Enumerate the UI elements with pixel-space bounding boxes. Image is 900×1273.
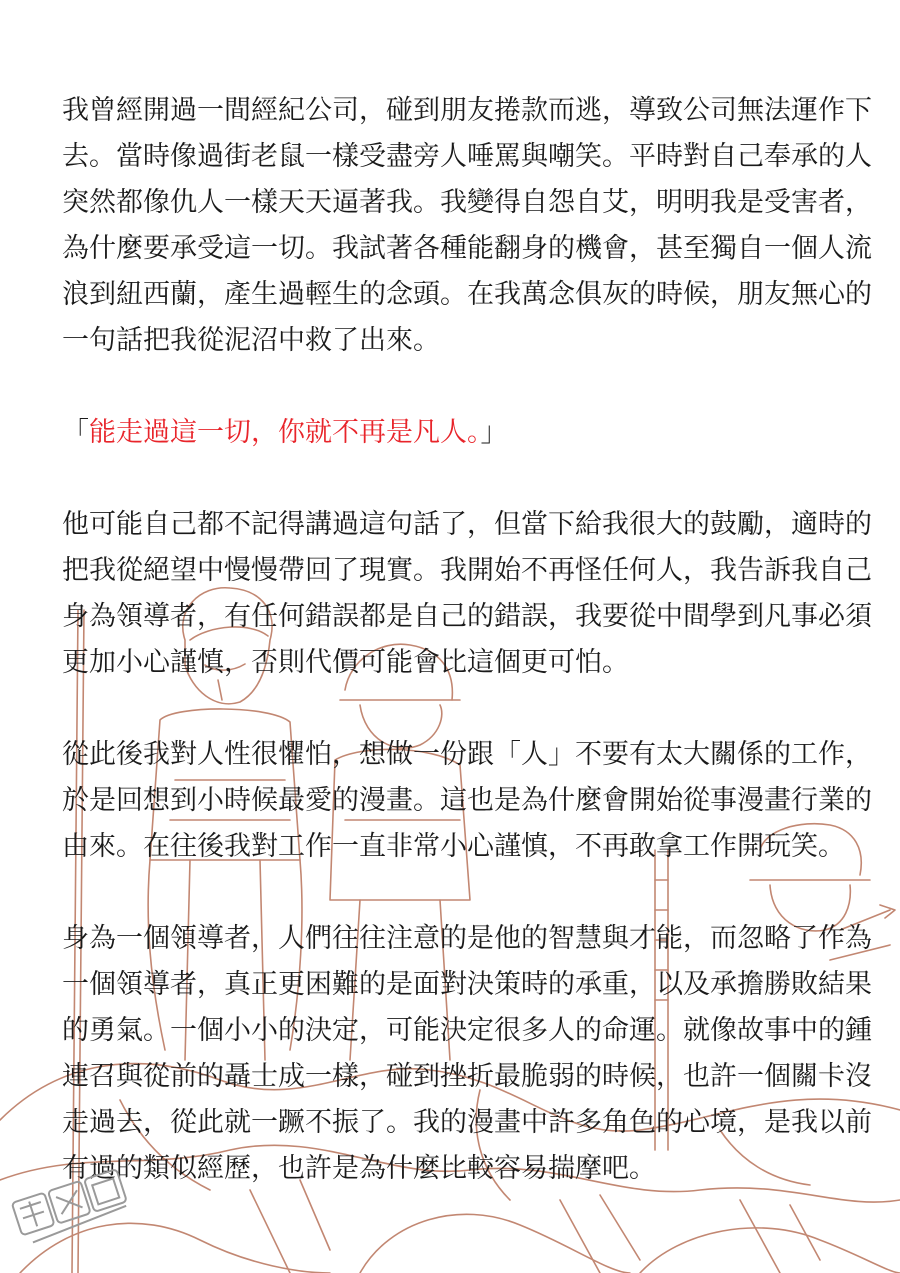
paragraph-1 <box>62 88 872 364</box>
text-line: 從此後我對人性很懼怕，想做一份跟「人」不要有太大關係的工作， <box>62 739 872 770</box>
text-line: 由來。在往後我對工作一直非常小心謹慎，不再敢拿工作開玩笑。 <box>62 831 845 862</box>
watermark-logo <box>4 1162 144 1252</box>
paragraph-spacer <box>62 456 862 502</box>
text-line: 我曾經開過一間經紀公司，碰到朋友捲款而逃，導致公司無法運作下 <box>62 95 872 126</box>
paragraph-3 <box>62 732 872 870</box>
text-line: 為什麼要承受這一切。我試著各種能翻身的機會，甚至獨自一個人流 <box>62 233 872 264</box>
text-line: 把我從絕望中慢慢帶回了現實。我開始不再怪任何人，我告訴我自己 <box>62 555 872 586</box>
text-line: 浪到紐西蘭，產生過輕生的念頭。在我萬念俱灰的時候，朋友無心的 <box>62 279 872 310</box>
text-line: 去。當時像過街老鼠一樣受盡旁人唾罵與嘲笑。平時對自己奉承的人 <box>62 141 872 172</box>
text-line: 一個領導者，真正更困難的是面對決策時的承重，以及承擔勝敗結果 <box>62 969 872 1000</box>
text-line: 走過去，從此就一蹶不振了。我的漫畫中許多角色的心境，是我以前 <box>62 1107 872 1138</box>
text-line: 身為一個領導者，人們往往注意的是他的智慧與才能，而忽略了作為 <box>62 923 872 954</box>
paragraph-2 <box>62 502 872 686</box>
text-line: 一句話把我從泥沼中救了出來。 <box>62 325 440 356</box>
text-line: 他可能自己都不記得講過這句話了，但當下給我很大的鼓勵，適時的 <box>62 509 872 540</box>
text-line: 有過的類似經歷，也許是為什麼比較容易揣摩吧。 <box>62 1153 656 1184</box>
text-line: 連召與從前的聶士成一樣，碰到挫折最脆弱的時候，也許一個關卡沒 <box>62 1061 872 1092</box>
text-line: 於是回想到小時候最愛的漫畫。這也是為什麼會開始從事漫畫行業的 <box>62 785 872 816</box>
paragraph-4 <box>62 916 872 1192</box>
quote-text: 能走過這一切，你就不再是凡人。 <box>89 417 481 448</box>
paragraph-spacer <box>62 364 862 410</box>
text-line: 身為領導者，有任何錯誤都是自己的錯誤，我要從中間學到凡事必須 <box>62 601 872 632</box>
article-body <box>62 88 872 1192</box>
highlighted-quote <box>62 410 862 456</box>
quote-open-mark: 「 <box>62 417 89 448</box>
text-line: 突然都像仇人一樣天天逼著我。我變得自怨自艾，明明我是受害者， <box>62 187 872 218</box>
paragraph-spacer <box>62 870 862 916</box>
text-line: 的勇氣。一個小小的決定，可能決定很多人的命運。就像故事中的鍾 <box>62 1015 872 1046</box>
paragraph-spacer <box>62 686 862 732</box>
text-line: 更加小心謹慎，否則代價可能會比這個更可怕。 <box>62 647 629 678</box>
quote-close-mark: 」 <box>480 417 508 448</box>
